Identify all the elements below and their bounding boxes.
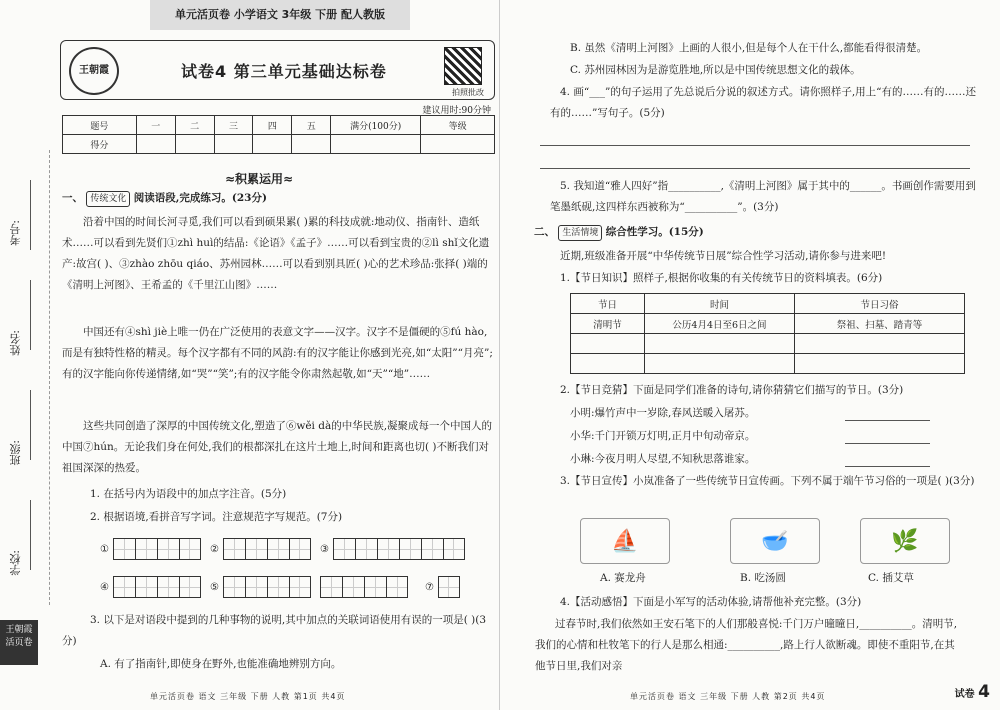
page-mark [955,682,990,702]
fest-blank-cell[interactable] [571,354,645,374]
mugwort-icon: 🌿 [860,518,950,564]
top-bar: 单元活页卷 小学语文 3年级 下册 配人教版 [150,0,410,30]
score-table [62,115,495,154]
riddle-2: 小华:千门开锁万灯明,正月中旬动帝京。 [570,430,756,442]
q1-tag: 传统文化 [86,191,130,207]
score-header: 四 [253,116,292,135]
score-cell[interactable] [421,135,495,154]
writing-row-2 [100,576,490,600]
fest-blank-cell[interactable] [795,354,965,374]
score-header: 二 [175,116,214,135]
score-cell[interactable] [136,135,175,154]
name-label: 姓名: [9,330,22,356]
write-cell[interactable] [245,576,267,598]
write-cell[interactable] [157,538,179,560]
write-cell[interactable] [157,576,179,598]
fest-cell: 祭祖、扫墓、踏青等 [795,314,965,334]
subq-2: 2. 根据语境,看拼音写字词。注意规范字写规范。(7分) [90,511,343,523]
score-header: 等级 [421,116,495,135]
q1-heading: 阅读语段,完成练习。(23分) [133,192,267,204]
write-cell[interactable] [438,576,460,598]
q2-number: 二、 [534,226,555,238]
write-cell[interactable] [364,576,386,598]
q2-heading: 综合性学习。(15分) [605,226,704,238]
festival-table [570,293,965,374]
write-cell[interactable] [289,538,311,560]
exam-title: 试卷4 第三单元基础达标卷 [181,62,387,81]
pic-option-b[interactable]: B. 吃汤圆 [740,572,786,584]
score-header: 五 [292,116,331,135]
write-cell[interactable] [320,576,342,598]
write-cell[interactable] [179,576,201,598]
k4: 4.【活动感悟】下面是小军写的活动体验,请帮他补充完整。(3分) [560,596,862,608]
section-title: ≈积累运用≈ [225,172,294,186]
write-cell[interactable] [377,538,399,560]
time-hint: 建议用时:90分钟 [422,106,491,116]
passage-p2: 中国还有④shì jiè上唯一仍在广泛使用的表意文字——汉字。汉字不是僵硬的⑤fú hào,而是有独特性格的精灵。每个汉字都有不同的风韵:有的汉字能让你感到光亮,如“太阳”“月亮”;有的汉字能向你传递情绪,如“哭”“笑”;有的汉字能令你肃然起敬,如“天”“地”…… [62,326,493,380]
riddle-answer-line[interactable] [845,443,930,444]
brand-logo: 王朝霞 [69,47,119,95]
subq-1: 1. 在括号内为语段中的加点字注音。(5分) [90,488,287,500]
k1: 1.【节日知识】照样子,根据你收集的有关传统节日的资料填表。(6分) [560,272,883,284]
riddle-3: 小琳:今夜月明人尽望,不知秋思落谁家。 [570,453,756,465]
writing-row-1 [100,538,490,562]
write-cell[interactable] [179,538,201,560]
tangyuan-icon: 🥣 [730,518,820,564]
left-footer: 单元活页卷 语文 三年级 下册 人教 第1页 共4页 [150,692,346,701]
exam-number-label: 考号: [9,220,22,246]
answer-line[interactable] [540,145,970,146]
fest-cell: 清明节 [571,314,645,334]
name-line[interactable] [30,280,31,350]
write-cell[interactable] [289,576,311,598]
q1-number: 一、 [62,192,83,204]
k3: 3.【节日宣传】小岚准备了一些传统节日宣传画。下列不属于端午节习俗的一项是( )(3分) [560,475,975,487]
page-mark-label: 试卷 [954,689,975,700]
write-cell[interactable] [245,538,267,560]
score-cell[interactable] [292,135,331,154]
k4-passage: 过春节时,我们依然如王安石笔下的人们那般喜悦:千门万户曈曈日,__________。清明节,我们的心情和杜牧笔下的行人是那么相通:__________,路上行人欲断魂。即使不重阳节,在其他节日里,我们对亲 [535,618,958,672]
right-footer: 单元活页卷 语文 三年级 下册 人教 第2页 共4页 [630,692,826,701]
write-cell[interactable] [223,538,245,560]
write-cell[interactable] [386,576,408,598]
riddle-answer-line[interactable] [845,420,930,421]
fest-blank-cell[interactable] [645,354,795,374]
write-cell[interactable] [342,576,364,598]
write-cell[interactable] [135,538,157,560]
score-header: 满分(100分) [331,116,421,135]
write-cell[interactable] [113,538,135,560]
option-b[interactable]: B. 虽然《清明上河图》上画的人很小,但是每个人在干什么,都能看得很清楚。 [570,42,928,54]
write-cell[interactable] [267,576,289,598]
riddle-answer-line[interactable] [845,466,930,467]
subq-3: 3. 以下是对语段中提到的几种事物的说明,其中加点的关联词语使用有误的一项是( )(3分) [62,614,486,647]
k2: 2.【节日竞猜】下面是同学们准备的诗句,请你猜猜它们描写的节日。(3分) [560,384,904,396]
class-line[interactable] [30,390,31,460]
school-line[interactable] [30,500,31,570]
score-row-label: 得分 [63,135,137,154]
school-label: 学校: [9,550,22,576]
item-number: ① [100,543,109,555]
pic-option-c[interactable]: C. 插艾草 [868,572,914,584]
fest-header: 时间 [645,294,795,314]
write-cell[interactable] [223,576,245,598]
write-cell[interactable] [113,576,135,598]
write-cell[interactable] [135,576,157,598]
write-cell[interactable] [399,538,421,560]
dragon-boat-icon: ⛵ [580,518,670,564]
score-cell[interactable] [253,135,292,154]
question-2-title [534,222,974,243]
answer-line[interactable] [540,168,970,169]
score-header: 三 [214,116,253,135]
write-cell[interactable] [443,538,465,560]
fest-header: 节日 [571,294,645,314]
score-cell[interactable] [331,135,421,154]
score-cell[interactable] [175,135,214,154]
score-cell[interactable] [214,135,253,154]
q2-intro: 近期,班级准备开展“中华传统节日展”综合性学习活动,请你参与进来吧! [560,250,887,262]
write-cell[interactable] [333,538,355,560]
passage-p3: 这些共同创造了深厚的中国传统文化,塑造了⑥wěi dà的中华民族,凝聚成每一个中国人的中国⑦hún。无论我们身在何处,我们的根都深扎在这片土地上,时间和距离也切( )不断我们对祖国深深的热爱。 [62,420,493,474]
score-header: 题号 [63,116,137,135]
item-number: ② [210,543,219,555]
fest-cell: 公历4月4日至6日之间 [645,314,795,334]
fest-blank-cell[interactable] [645,334,795,354]
binding-margin [0,150,50,605]
fest-blank-cell[interactable] [571,334,645,354]
item-number: ③ [320,543,329,555]
qr-code-icon[interactable] [444,47,482,85]
exam-header [60,40,495,100]
score-header: 一 [136,116,175,135]
pic-option-a[interactable]: A. 赛龙舟 [600,572,646,584]
q2-tag: 生活情境 [558,225,602,241]
qr-label: 拍照批改 [452,88,484,97]
passage-p1: 沿着中国的时间长河寻觅,我们可以看到硕果累( )累的科技成就:地动仪、指南针、造纸术……可以看到先贤们①zhì huì的结晶:《论语》《孟子》……可以看到宝贵的②lì shǐ文化遗产:故宫( )、③zhào zhōu qiáo、苏州园林……可以看到别具匠( )心的艺术珍品:张择( )端的《清明上河图》、王希孟的《千里江山图》…… [62,216,490,291]
write-cell[interactable] [267,538,289,560]
write-cell[interactable] [355,538,377,560]
corner-logo: 王朝霞 活页卷 [0,620,38,665]
page-number: 4 [978,682,990,702]
item-number: ⑦ [425,581,434,593]
option-c[interactable]: C. 苏州园林因为是游览胜地,所以是中国传统思想文化的载体。 [570,64,861,76]
riddle-1: 小明:爆竹声中一岁除,春风送暖入屠苏。 [570,407,756,419]
exam-number-line[interactable] [30,180,31,250]
question-1-title [62,188,495,209]
fest-header: 节日习俗 [795,294,965,314]
item-number: ④ [100,581,109,593]
subq-4: 4. 画“___”的句子运用了先总说后分说的叙述方式。请你照样子,用上“有的……有的……还有的……”写句子。(5分) [550,86,977,119]
subq-5: 5. 我知道“雅人四好”指__________,《清明上河图》属于其中的______。书画创作需要用到笔墨纸砚,这四样东西被称为“__________”。(3分) [550,180,976,213]
fest-blank-cell[interactable] [795,334,965,354]
class-label: 班级: [9,440,22,466]
subq-3-option-a[interactable]: A. 有了指南针,即使身在野外,也能准确地辨别方向。 [100,658,342,670]
write-cell[interactable] [421,538,443,560]
item-number: ⑤ [210,581,219,593]
